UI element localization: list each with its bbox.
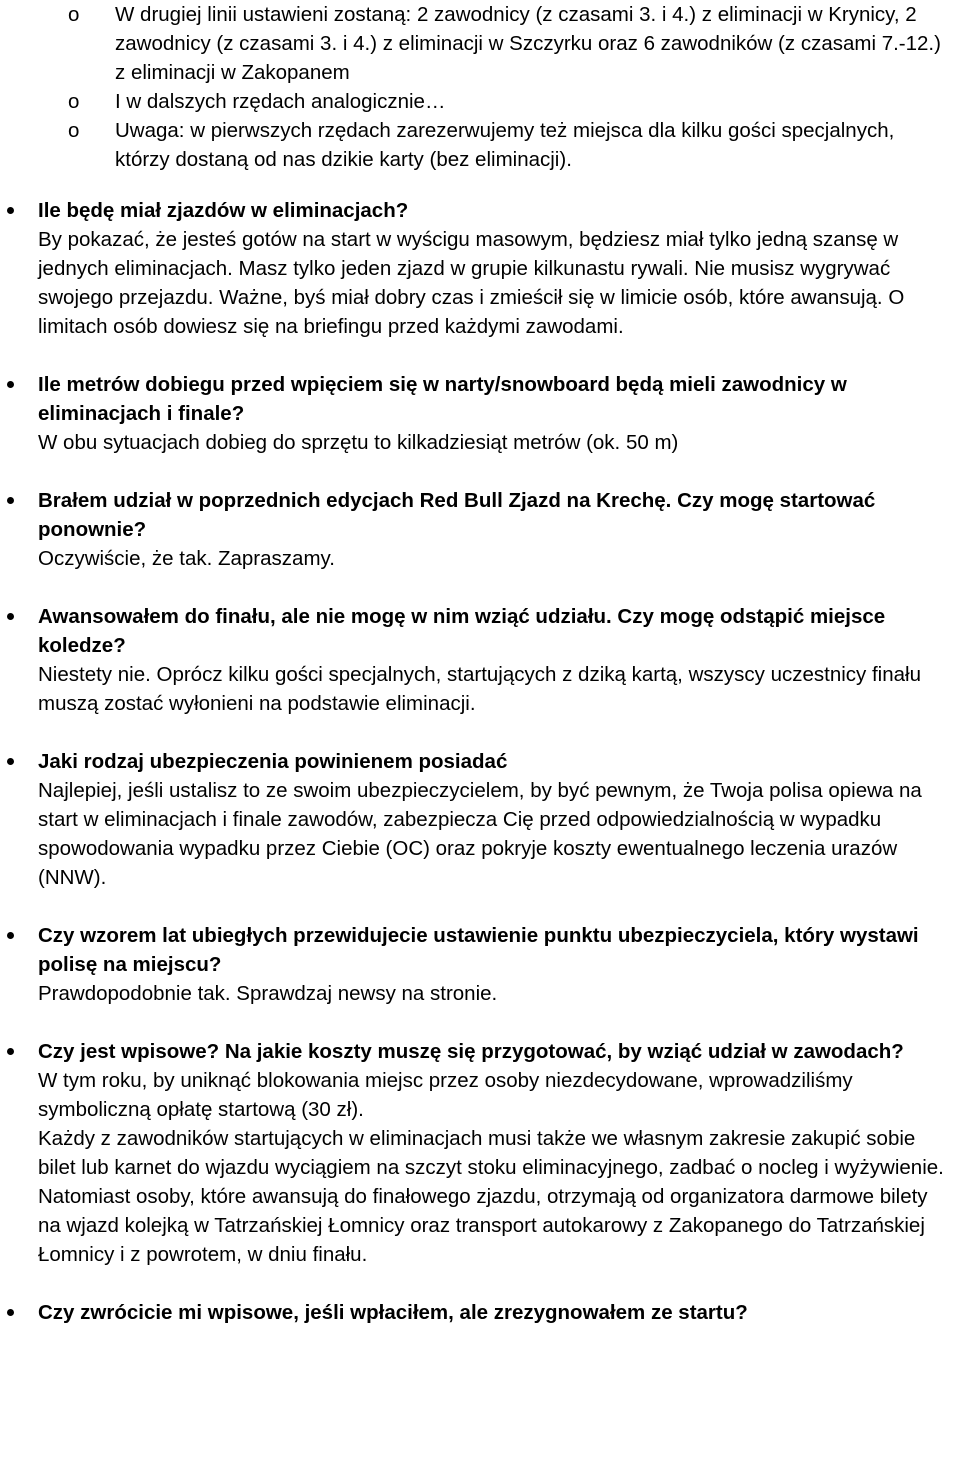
faq-answer <box>38 225 954 341</box>
faq-item <box>0 921 960 1008</box>
faq-answer-paragraph: W tym roku, by uniknąć blokowania miejsc przez osoby niezdecydowane, wprowadziliśmy symboliczną opłatę startową (30 zł). <box>38 1069 853 1121</box>
bullet-icon <box>7 758 14 765</box>
faq-question: Awansowałem do finału, ale nie mogę w nim wziąć udziału. Czy mogę odstąpić miejsce koledze? <box>38 605 886 657</box>
sub-list-item <box>0 0 960 87</box>
faq-item <box>0 196 960 341</box>
faq-answer-paragraph: W obu sytuacjach dobieg do sprzętu to kilkadziesiąt metrów (ok. 50 m) <box>38 431 679 454</box>
faq-answer <box>38 544 954 573</box>
bullet-icon <box>7 207 14 214</box>
bullet-icon <box>7 932 14 939</box>
sub-bullet-marker: o <box>68 90 80 113</box>
faq-list <box>0 196 960 1356</box>
faq-answer-paragraph: Niestety nie. Oprócz kilku gości specjalnych, startujących z dziką kartą, wszyscy uczestnicy finału muszą zostać wyłonieni na podstawie eliminacji. <box>38 663 921 715</box>
faq-question: Brałem udział w poprzednich edycjach Red Bull Zjazd na Krechę. Czy mogę startować ponownie? <box>38 489 876 541</box>
sub-bullet-list <box>0 0 960 174</box>
faq-question: Jaki rodzaj ubezpieczenia powinienem posiadać <box>38 750 508 773</box>
faq-answer <box>38 428 954 457</box>
faq-answer-paragraph: Każdy z zawodników startujących w eliminacjach musi także we własnym zakresie zakupić sobie bilet lub karnet do wjazdu wyciągiem na szczyt stoku eliminacyjnego, zadbać o nocleg i wyżywienie. <box>38 1127 944 1179</box>
faq-question: Czy zwrócicie mi wpisowe, jeśli wpłaciłem, ale zrezygnowałem ze startu? <box>38 1301 748 1324</box>
faq-question: Ile będę miał zjazdów w eliminacjach? <box>38 199 409 222</box>
sub-list-item-text: W drugiej linii ustawieni zostaną: 2 zawodnicy (z czasami 3. i 4.) z eliminacji w Krynicy, 2 zawodnicy (z czasami 3. i 4.) z eliminacji w Szczyrku oraz 6 zawodników (z czasami 7.-12.) z eliminacji w Zakopanem <box>115 3 941 84</box>
sub-bullet-marker: o <box>68 119 80 142</box>
sub-list-item-text: I w dalszych rzędach analogicznie… <box>115 90 446 113</box>
faq-item <box>0 370 960 457</box>
faq-item <box>0 1037 960 1269</box>
faq-answer-paragraph: Oczywiście, że tak. Zapraszamy. <box>38 547 335 570</box>
faq-question: Czy jest wpisowe? Na jakie koszty muszę się przygotować, by wziąć udział w zawodach? <box>38 1040 904 1063</box>
bullet-icon <box>7 1309 14 1316</box>
sub-list-item <box>0 116 960 174</box>
faq-answer-paragraph: By pokazać, że jesteś gotów na start w wyścigu masowym, będziesz miał tylko jedną szansę w jednych eliminacjach. Masz tylko jeden zjazd w grupie kilkunastu rywali. Nie musisz wygrywać swojego przejazdu. Ważne, byś miał dobry czas i zmieścił się w limicie osób, które awansują. O limitach osób dowiesz się na briefingu przed każdymi zawodami. <box>38 228 905 338</box>
faq-answer-paragraph: Najlepiej, jeśli ustalisz to ze swoim ubezpieczycielem, by być pewnym, że Twoja polisa opiewa na start w eliminacjach i finale zawodów, zabezpiecza Cię przed odpowiedzialnością w wypadku spowodowania wypadku przez Ciebie (OC) oraz pokryje koszty ewentualnego leczenia urazów (NNW). <box>38 779 922 889</box>
bullet-icon <box>7 497 14 504</box>
faq-answer <box>38 776 954 892</box>
faq-answer <box>38 979 954 1008</box>
faq-answer-paragraph: Natomiast osoby, które awansują do finałowego zjazdu, otrzymają od organizatora darmowe bilety na wjazd kolejką w Tatrzańskiej Łomnicy oraz transport autokarowy z Zakopanego do Tatrzańskiej Łomnicy i z powrotem, w dniu finału. <box>38 1185 928 1266</box>
sub-list-item <box>0 87 960 116</box>
sub-bullet-marker: o <box>68 3 80 26</box>
faq-answer <box>38 1066 954 1269</box>
bullet-icon <box>7 613 14 620</box>
sub-list-item-text: Uwaga: w pierwszych rzędach zarezerwujemy też miejsca dla kilku gości specjalnych, którzy dostaną od nas dzikie karty (bez eliminacji). <box>115 119 895 171</box>
bullet-icon <box>7 381 14 388</box>
faq-question: Czy wzorem lat ubiegłych przewidujecie ustawienie punktu ubezpieczyciela, który wystawi polisę na miejscu? <box>38 924 919 976</box>
faq-question: Ile metrów dobiegu przed wpięciem się w narty/snowboard będą mieli zawodnicy w eliminacjach i finale? <box>38 373 847 425</box>
faq-answer-paragraph: Prawdopodobnie tak. Sprawdzaj newsy na stronie. <box>38 982 498 1005</box>
faq-item <box>0 486 960 573</box>
bullet-icon <box>7 1048 14 1055</box>
faq-answer <box>38 660 954 718</box>
faq-item <box>0 1298 960 1327</box>
faq-item <box>0 747 960 892</box>
faq-item <box>0 602 960 718</box>
